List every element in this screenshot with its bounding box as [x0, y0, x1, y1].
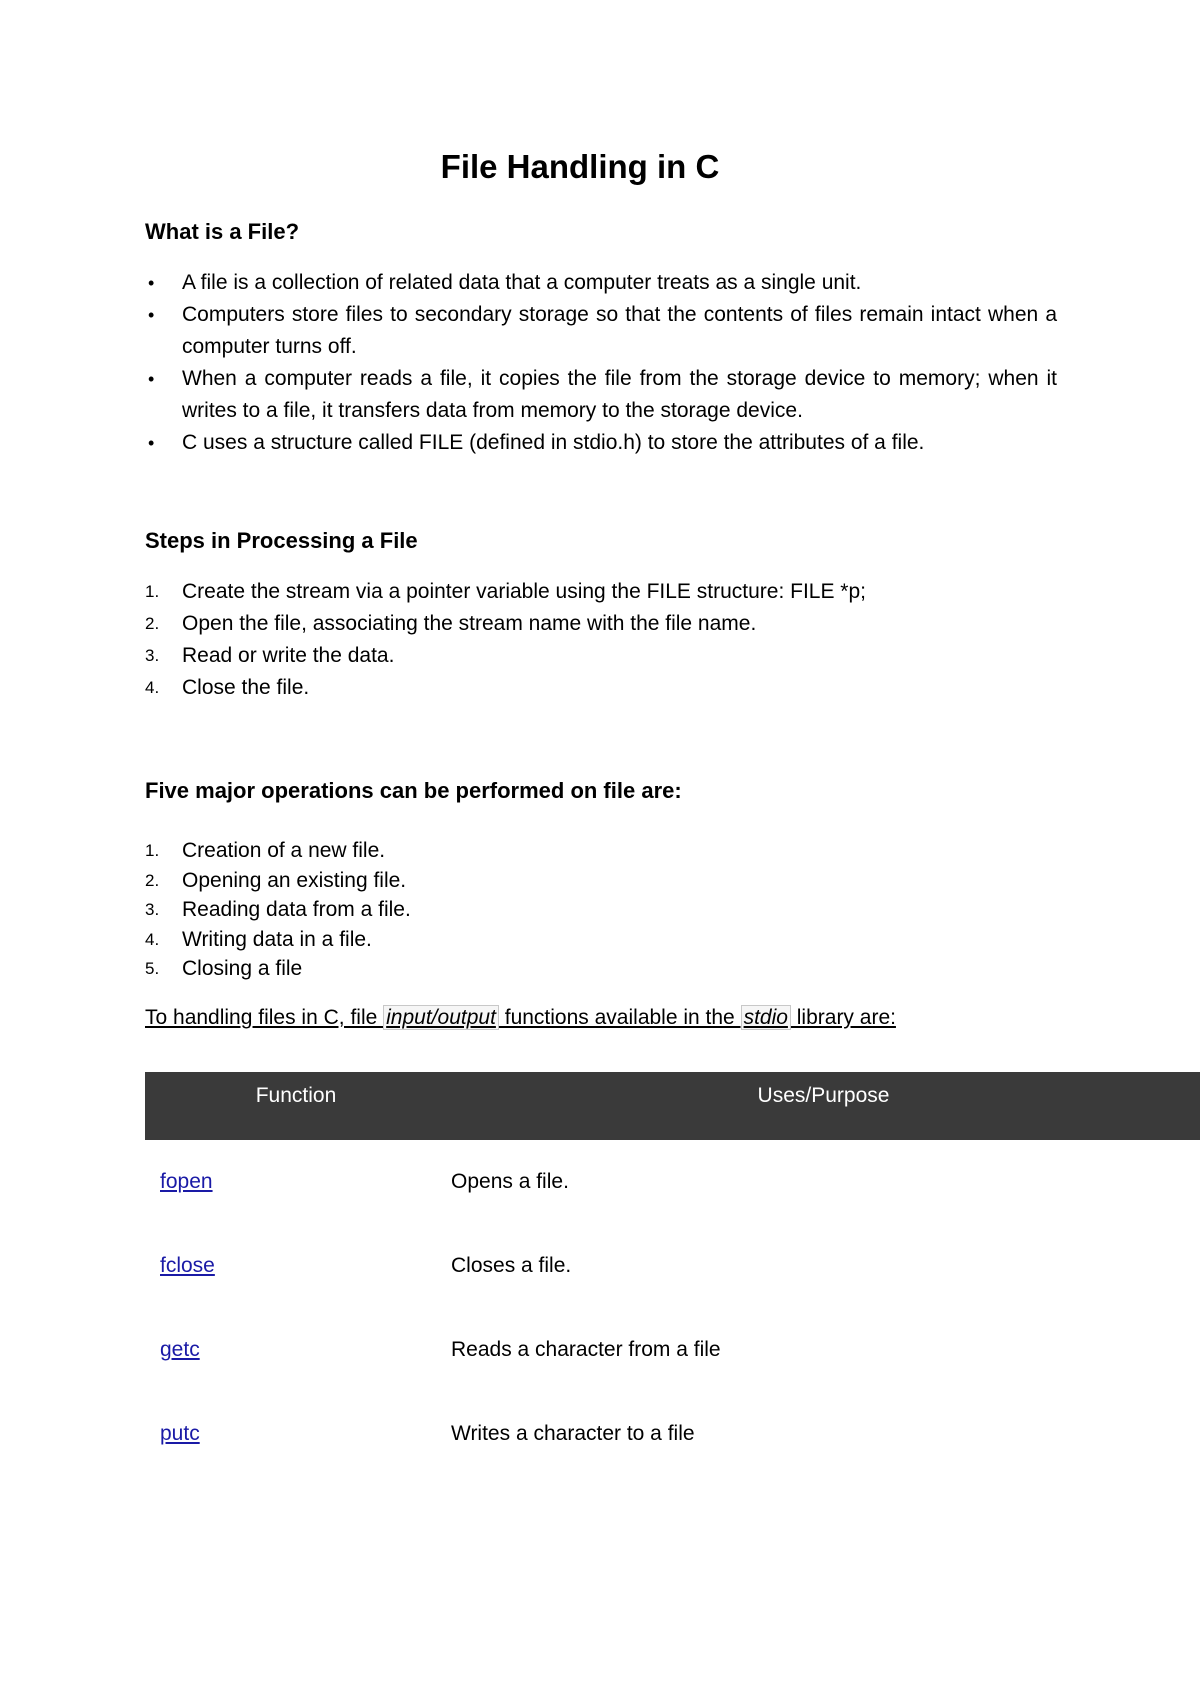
- intro-text-3: library are:: [790, 1006, 896, 1029]
- operations-heading: Five major operations can be performed on file are:: [145, 778, 682, 803]
- steps-heading: Steps in Processing a File: [145, 528, 418, 553]
- fopen-link[interactable]: fopen: [160, 1170, 213, 1193]
- list-item-text: Opening an existing file.: [182, 868, 407, 892]
- table-header-row: [145, 1072, 1200, 1140]
- what-is-file-list: [145, 267, 1057, 459]
- list-item-text: Closing a file: [182, 957, 303, 980]
- list-item: [145, 954, 1057, 984]
- stdio-term: stdio: [741, 1005, 791, 1030]
- list-item-text: When a computer reads a file, it copies the file from the storage device to memory; when it writes to a file, it transfers data from memory to the storage device.: [182, 367, 1057, 422]
- what-is-file-heading: What is a File?: [145, 219, 300, 244]
- bullet-icon: •: [148, 305, 155, 325]
- list-item: [145, 836, 1057, 866]
- list-item-text: Close the file.: [182, 676, 310, 699]
- list-item-text: A file is a collection of related data that a computer treats as a single unit.: [182, 271, 862, 294]
- list-item: [145, 608, 1057, 640]
- list-number: 2.: [145, 870, 160, 890]
- steps-list: [145, 576, 1057, 704]
- table-row: [145, 1140, 1200, 1224]
- list-item: [145, 427, 1057, 459]
- list-item-text: Reading data from a file.: [182, 898, 411, 921]
- list-number: 1.: [145, 582, 160, 601]
- column-header-purpose: Uses/Purpose: [757, 1084, 890, 1107]
- purpose-cell: Reads a character from a file: [451, 1338, 721, 1361]
- input-output-term: input/output: [383, 1005, 499, 1030]
- list-item: [145, 299, 1057, 363]
- list-item: [145, 672, 1057, 704]
- list-item-text: Writing data in a file.: [182, 927, 372, 951]
- list-number: 5.: [145, 959, 160, 978]
- functions-intro: [145, 1004, 896, 1032]
- purpose-cell: Closes a file.: [451, 1254, 572, 1277]
- list-number: 2.: [145, 614, 160, 633]
- intro-text-2: functions available in the: [498, 1006, 741, 1029]
- purpose-cell: Opens a file.: [451, 1170, 569, 1193]
- list-item-text: Create the stream via a pointer variable using the FILE structure: FILE *p;: [182, 580, 866, 603]
- list-item: [145, 640, 1057, 672]
- list-item: [145, 895, 1057, 925]
- bullet-icon: •: [148, 273, 155, 293]
- function-cell: [145, 1392, 447, 1476]
- page-title: File Handling in C: [440, 148, 720, 185]
- list-number: 4.: [145, 678, 160, 697]
- list-number: 4.: [145, 929, 160, 949]
- list-number: 3.: [145, 646, 160, 665]
- table-row: [145, 1308, 1200, 1392]
- function-cell: [145, 1308, 447, 1392]
- list-number: 3.: [145, 900, 160, 919]
- getc-link[interactable]: getc: [160, 1338, 200, 1361]
- operations-list: [145, 836, 1057, 984]
- list-item-text: Read or write the data.: [182, 644, 395, 667]
- table-row: [145, 1392, 1200, 1476]
- list-item-text: Computers store files to secondary storage so that the contents of files remain intact when a computer turns off.: [182, 303, 1057, 358]
- bullet-icon: •: [148, 369, 155, 389]
- list-item: [145, 363, 1057, 427]
- bullet-icon: •: [148, 433, 155, 453]
- function-cell: [145, 1140, 447, 1224]
- function-cell: [145, 1224, 447, 1308]
- table-row: [145, 1224, 1200, 1308]
- list-item: [145, 576, 1057, 608]
- purpose-cell: Writes a character to a file: [451, 1422, 695, 1445]
- intro-text-1: To handling files in C, file: [145, 1006, 384, 1029]
- list-number: 1.: [145, 841, 160, 860]
- list-item-text: C uses a structure called FILE (defined in stdio.h) to store the attributes of a file.: [182, 431, 925, 454]
- list-item-text: Open the file, associating the stream name with the file name.: [182, 612, 757, 635]
- list-item: [145, 267, 1057, 299]
- fclose-link[interactable]: fclose: [160, 1254, 215, 1277]
- putc-link[interactable]: putc: [160, 1422, 200, 1445]
- functions-table: [145, 1072, 1200, 1476]
- list-item: [145, 866, 1057, 896]
- column-header-function: Function: [255, 1084, 337, 1107]
- list-item: [145, 925, 1057, 955]
- list-item-text: Creation of a new file.: [182, 839, 386, 862]
